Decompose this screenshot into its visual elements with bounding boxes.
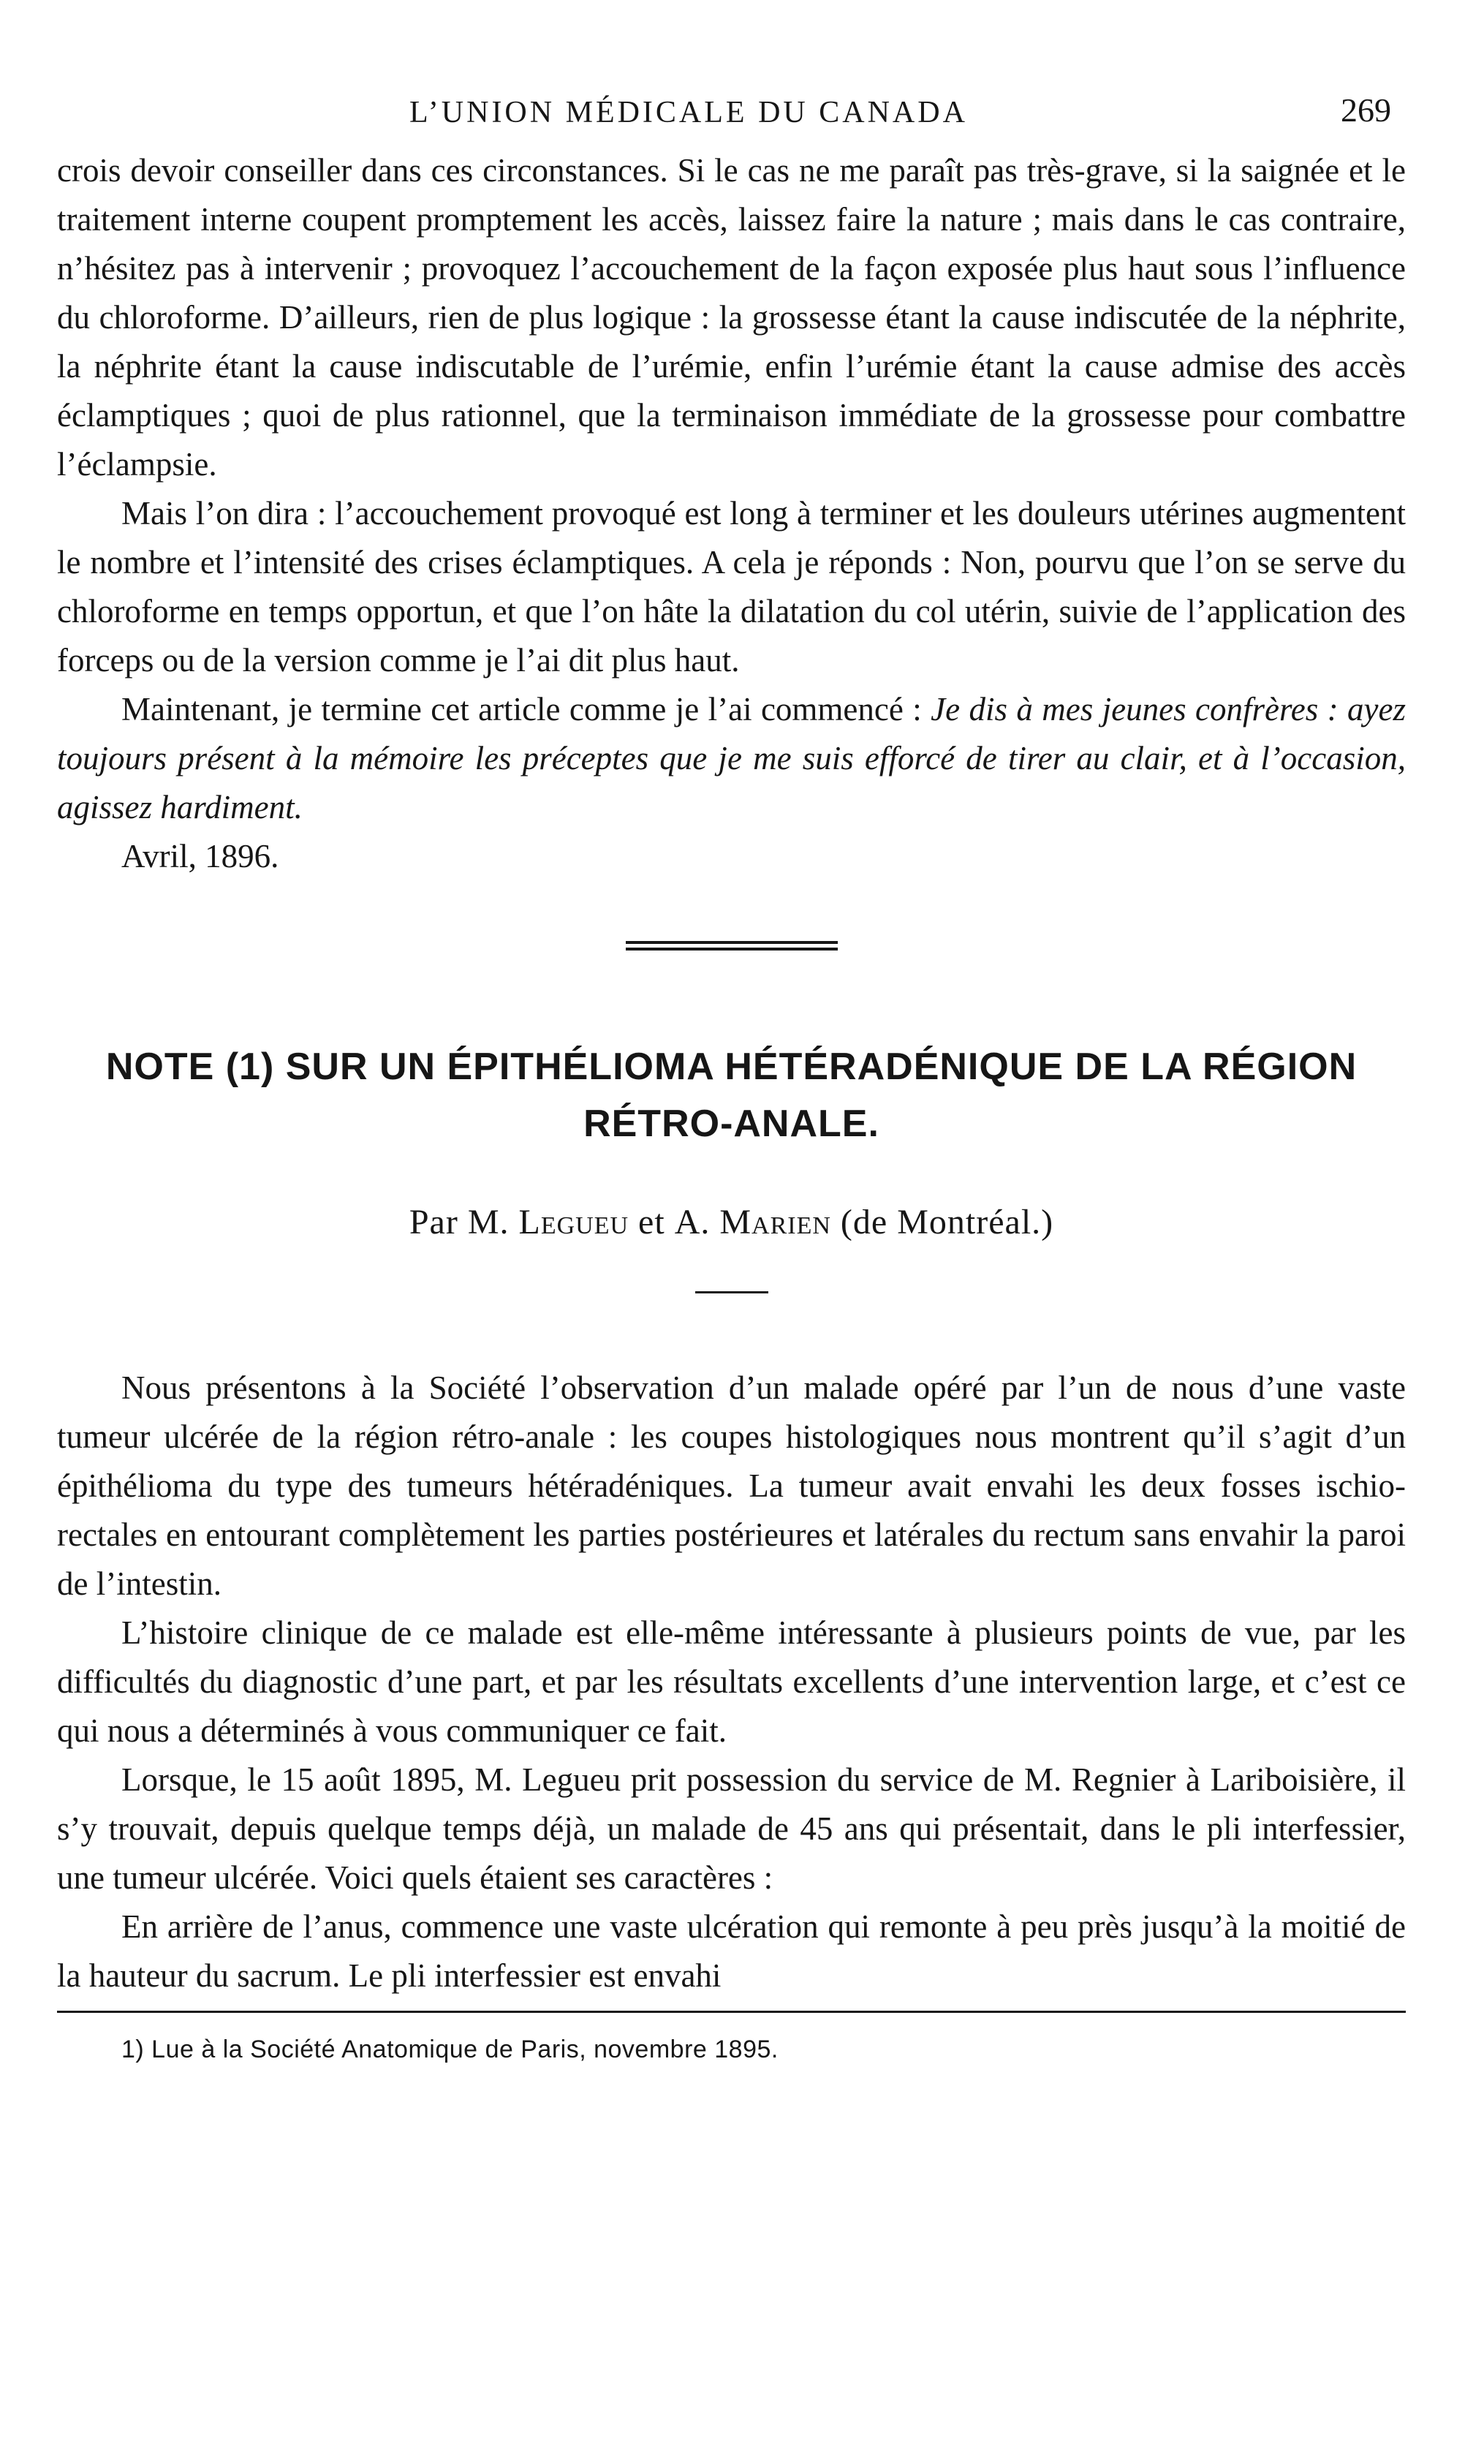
- byline-suffix: (de Montréal.): [830, 1203, 1054, 1242]
- journal-title: L’UNION MÉDICALE DU CANADA: [409, 96, 968, 129]
- paragraph: Lorsque, le 15 août 1895, M. Legueu prit possession du service de M. Regnier à Lariboisière, il s’y trouvait, depuis quelque temps déjà, un malade de 45 ans qui présentait, dans le pli interfessier, une tumeur ulcérée. Voici quels étaient ses caractères :: [57, 1761, 1406, 1896]
- footnote: 1) Lue à la Société Anatomique de Paris, novembre 1895.: [121, 2036, 779, 2063]
- article-date: Avril, 1896.: [121, 838, 279, 874]
- section-divider: [626, 941, 838, 951]
- article-title-line: RÉTRO-ANALE.: [583, 1103, 879, 1145]
- byline-divider: [695, 1291, 768, 1293]
- running-head: [57, 91, 1406, 146]
- paragraph: Nous présentons à la Société l’observation d’un malade opéré par l’un de nous d’une vaste tumeur ulcérée de la région rétro-anale : les coupes histologiques nous montrent qu’il s’agit d’un épithélioma du type des tumeurs hétéradéniques. La tumeur avait envahi les deux fosses ischio-rectales en entourant complètement les parties postérieures et latérales du rectum sans envahir la paroi de l’intestin.: [57, 1369, 1406, 1602]
- closing-roman-text: Maintenant, je termine cet article comme je l’ai commencé :: [121, 691, 931, 728]
- byline-prefix: Par: [409, 1203, 468, 1242]
- article-title-line: NOTE (1) SUR UN ÉPITHÉLIOMA HÉTÉRADÉNIQUE DE LA RÉGION: [105, 1046, 1358, 1088]
- page-number: 269: [1341, 91, 1391, 129]
- article-title: [57, 1038, 1406, 1152]
- byline-conjunction: et: [629, 1203, 675, 1242]
- paragraph: En arrière de l’anus, commence une vaste ulcération qui remonte à peu près jusqu’à la moitié de la hauteur du sacrum. Le pli interfessier est envahi: [57, 1908, 1406, 1994]
- paragraph: Mais l’on dira : l’accouchement provoqué est long à terminer et les douleurs utérines augmentent le nombre et l’intensité des crises éclamptiques. A cela je réponds : Non, pourvu que l’on se serve du chloroforme en temps opportun, et que l’on hâte la dilatation du col utérin, suivie de l’application des forceps ou de la version comme je l’ai dit plus haut.: [57, 495, 1406, 679]
- footnote-divider: [57, 2011, 1406, 2013]
- paragraph: crois devoir conseiller dans ces circonstances. Si le cas ne me paraît pas très-grave, si la saignée et le traitement interne coupent promptement les accès, laissez faire la nature ; mais dans le cas contraire, n’hésitez pas à intervenir ; provoquez l’accouchement de la façon exposée plus haut sous l’influence du chloroforme. D’ailleurs, rien de plus logique : la grossesse étant la cause indiscutée de la néphrite, la néphrite étant la cause indiscutable de l’urémie, enfin l’urémie étant la cause admise des accès éclamptiques ; quoi de plus rationnel, que la terminaison immédiate de la grossesse pour combattre l’éclampsie.: [57, 152, 1406, 483]
- article-body: [57, 1364, 1406, 2000]
- closing-italic-text: Je dis à mes jeunes confrères : ayez toujours présent à la mémoire les préceptes que je me suis efforcé de tirer au clair, et à l’occasion, agissez hardiment.: [57, 691, 1406, 825]
- previous-article-text: [57, 146, 1406, 881]
- author-name: A. Marien: [674, 1203, 831, 1242]
- byline: [57, 1199, 1406, 1246]
- paragraph: L’histoire clinique de ce malade est elle-même intéressante à plusieurs points de vue, par les difficultés du diagnostic d’une part, et par les résultats excellents d’une intervention large, et c’est ce qui nous a déterminés à vous communiquer ce fait.: [57, 1614, 1406, 1749]
- closing-paragraph: [57, 685, 1406, 832]
- page: [57, 91, 1406, 2067]
- author-name: M. Legueu: [467, 1203, 629, 1242]
